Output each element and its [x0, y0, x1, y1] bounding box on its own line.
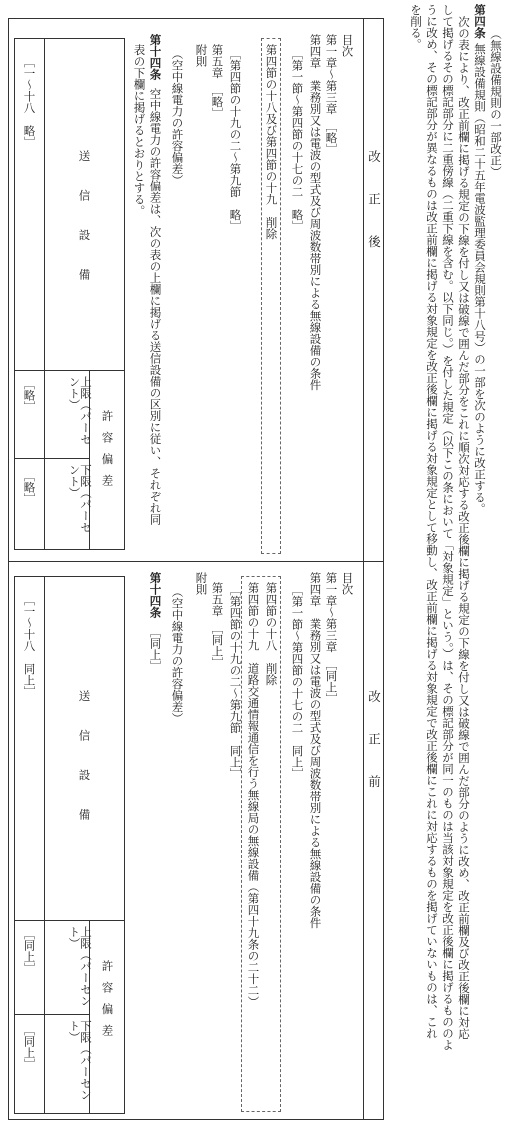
before-article-line — [149, 572, 161, 672]
before-header: 改正前 — [366, 690, 382, 818]
before-toc-line-1: 目次 — [340, 572, 355, 595]
after-sub-upper: 上限（パーセント） — [67, 376, 93, 445]
after-toc-line-5: 第四節の十八及び第四節の十九 削除 — [264, 44, 279, 240]
before-toc-line-5: 第四節の十八 削除 — [264, 582, 279, 686]
before-sub-upper: 上限（パーセント） — [67, 926, 93, 1007]
after-toc-line-2: 第一章～第三章 ［略］ — [324, 34, 339, 155]
before-row-lower: ［同上］ — [22, 1024, 37, 1070]
before-toc-line-9: 附則 — [194, 572, 209, 595]
after-col-tolerance: 許容偏差 — [100, 410, 115, 496]
after-toc-line-1: 目次 — [340, 34, 355, 57]
before-toc-line-2: 第一章～第三章 ［同上］ — [324, 572, 339, 705]
before-toc-line-8: 第五章 ［同上］ — [210, 582, 225, 669]
after-toc-line-6: ［第四節の十九の二～第九節 略］ — [228, 48, 243, 232]
after-toc-line-3: 第四章 業務別又は電波の型式及び周波数帯別による無線設備の条件 — [308, 34, 323, 391]
intro-para-line-3: うに改め、その標記部分が異なるものは改正前欄に掲げる対象規定を改正後欄に掲げる対象規定として移動し、改正前欄に掲げる対象規定で改正後欄にこれに対応するものを掲げていないものは、これ — [425, 4, 439, 1039]
before-row-upper: ［同上］ — [22, 928, 37, 974]
after-sub-lower: 下限（パーセント） — [67, 464, 93, 533]
intro-article-line — [472, 4, 488, 514]
before-col-equipment: 送信設備 — [77, 690, 92, 848]
after-row-upper: ［略］ — [22, 378, 37, 413]
after-row-label: ［一～十八 略］ — [22, 56, 37, 148]
before-toc-line-7: ［第四節の十九の二～第九節 同上］ — [228, 584, 243, 780]
before-col-tolerance: 許容偏差 — [100, 960, 115, 1046]
after-article-label: 第十四条 — [148, 34, 163, 80]
before-toc-line-3: 第四章 業務別又は電波の型式及び周波数帯別による無線設備の条件 — [308, 572, 323, 929]
intro-article-text: 無線設備規則（昭和二十五年電波監理委員会規則第十八号）の一部を次のように改正する。 — [473, 42, 487, 514]
after-article-text-1: 空中線電力の許容偏差は、次の表の上欄に掲げる送信設備の区別に従い、それぞれ同 — [148, 88, 163, 525]
intro-title: （無線設備規則の一部改正） — [489, 28, 503, 178]
after-article-line-2: 表の下欄に掲げるとおりとする。 — [132, 44, 147, 217]
before-row-label: ［一～十八 同上］ — [22, 594, 37, 698]
after-toc-line-8: 附則 — [194, 44, 209, 67]
before-sub-lower: 下限（パーセント） — [67, 1020, 93, 1101]
after-article-line-1 — [149, 34, 161, 525]
after-col-equipment: 送信設備 — [77, 150, 92, 308]
header-divider — [363, 18, 364, 1120]
after-toc-line-4: ［第一節～第四節の十七の二 略］ — [290, 48, 305, 232]
intro-para-line-1: 次の表により、改正前欄に掲げる規定の下線を付し又は破線で囲んだ部分をこれに順次対応する改正後欄に掲げる規定の下線を付し又は破線で囲んだ部分のように改め、改正前欄及び改正後欄に対応 — [457, 16, 471, 1040]
intro-article-label: 第四条 — [473, 4, 487, 39]
after-row-lower: ［略］ — [22, 470, 37, 505]
before-article-text: ［同上］ — [148, 626, 163, 672]
after-header: 改正後 — [366, 150, 382, 278]
before-article-caption: （空中線電力の許容偏差） — [170, 586, 185, 724]
before-toc-line-4: ［第一節～第四節の十七の二 同上］ — [290, 584, 305, 780]
after-article-caption: （空中線電力の許容偏差） — [170, 48, 185, 186]
section-divider — [8, 561, 384, 562]
before-article-label: 第十四条 — [148, 572, 163, 618]
before-toc-line-6: 第四節の十九 道路交通情報通信を行う無線局の無線設備（第四十九条の二十二） — [246, 582, 261, 1008]
after-toc-line-7: 第五章 ［略］ — [210, 44, 225, 119]
intro-para-line-2: して掲げるその標記部分に二重傍線（二重下線を含む。以下同じ。）を付した規定（以下この条において「対象規定」という。）は、その標記部分が同一のものは当該対象規定を改正後欄に掲げるもののよ — [441, 4, 455, 1051]
intro-para-line-4: を削る。 — [409, 4, 423, 50]
